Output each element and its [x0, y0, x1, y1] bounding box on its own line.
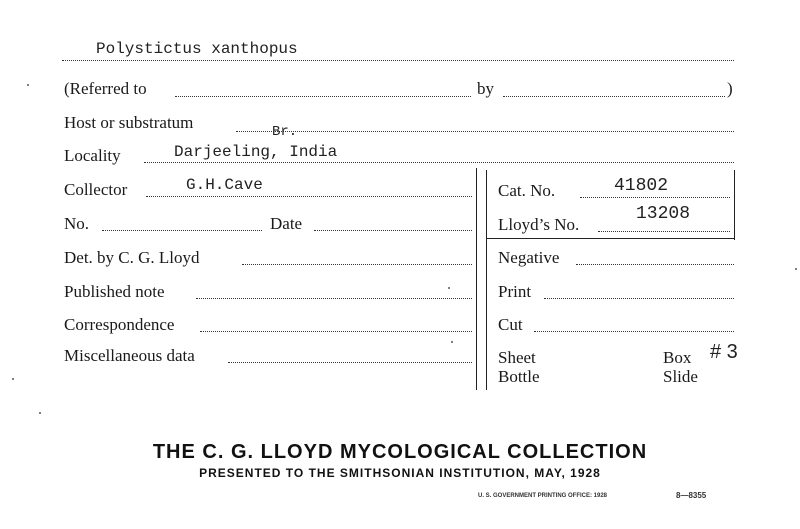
dust-speck: [795, 268, 797, 270]
box-value: # 3: [710, 341, 738, 363]
species-name: Polystictus xanthopus: [96, 40, 298, 58]
box-left-border: [476, 168, 477, 390]
box-label: Box: [663, 348, 692, 367]
date-label: Date: [270, 214, 303, 233]
dust-speck: [448, 287, 450, 289]
sheet-label: Sheet: [498, 348, 536, 367]
cut-line: [534, 331, 734, 332]
collection-title: THE C. G. LLOYD MYCOLOGICAL COLLECTION: [152, 441, 648, 463]
collection-subtitle: PRESENTED TO THE SMITHSONIAN INSTITUTION, MAY, 1928: [199, 466, 601, 480]
dust-speck: [12, 378, 14, 380]
correspondence-line: [200, 331, 472, 332]
cut-label: Cut: [498, 315, 523, 334]
misc-data-line: [228, 362, 472, 363]
slide-label: Slide: [663, 367, 698, 386]
no-label: No.: [64, 214, 90, 233]
lloyd-no-value: 13208: [636, 204, 691, 224]
locality-line: [144, 162, 734, 163]
by-label: by: [477, 79, 494, 98]
dust-speck: [39, 412, 41, 414]
correspondence-label: Correspondence: [64, 315, 175, 334]
bottle-label: Bottle: [498, 367, 540, 386]
negative-line: [576, 264, 734, 265]
cat-no-label: Cat. No.: [498, 181, 556, 200]
printer-note: U. S. GOVERNMENT PRINTING OFFICE: 1928: [478, 493, 608, 499]
misc-data-label: Miscellaneous data: [64, 346, 195, 365]
print-line: [544, 298, 734, 299]
host-value: Br.: [272, 124, 298, 140]
lloyd-no-line: [598, 231, 730, 232]
lloyd-no-label: Lloyd’s No.: [498, 215, 580, 234]
cat-no-line: [580, 197, 730, 198]
host-label: Host or substratum: [64, 113, 194, 132]
box-right-border: [734, 170, 735, 240]
box-inner-border: [486, 170, 487, 390]
negative-label: Negative: [498, 248, 560, 267]
form-number: 8—8355: [676, 491, 707, 500]
by-line: [503, 96, 725, 97]
referred-to-line: [175, 96, 471, 97]
det-by-line: [242, 264, 472, 265]
collector-label: Collector: [64, 180, 128, 199]
date-line: [314, 230, 472, 231]
host-line: [236, 131, 734, 132]
locality-value: Darjeeling, India: [174, 143, 338, 161]
referred-to-label: (Referred to: [64, 79, 147, 98]
published-note-label: Published note: [64, 282, 165, 301]
cat-no-value: 41802: [614, 176, 669, 196]
box-divider: [486, 238, 734, 239]
collector-line: [146, 196, 472, 197]
species-line: [62, 60, 734, 61]
det-by-label: Det. by C. G. Lloyd: [64, 248, 200, 267]
published-note-line: [196, 298, 472, 299]
collector-value: G.H.Cave: [186, 176, 263, 194]
print-label: Print: [498, 282, 532, 301]
no-line: [102, 230, 262, 231]
dust-speck: [27, 84, 29, 86]
locality-label: Locality: [64, 146, 121, 165]
close-paren: ): [727, 79, 733, 98]
dust-speck: [451, 341, 453, 343]
